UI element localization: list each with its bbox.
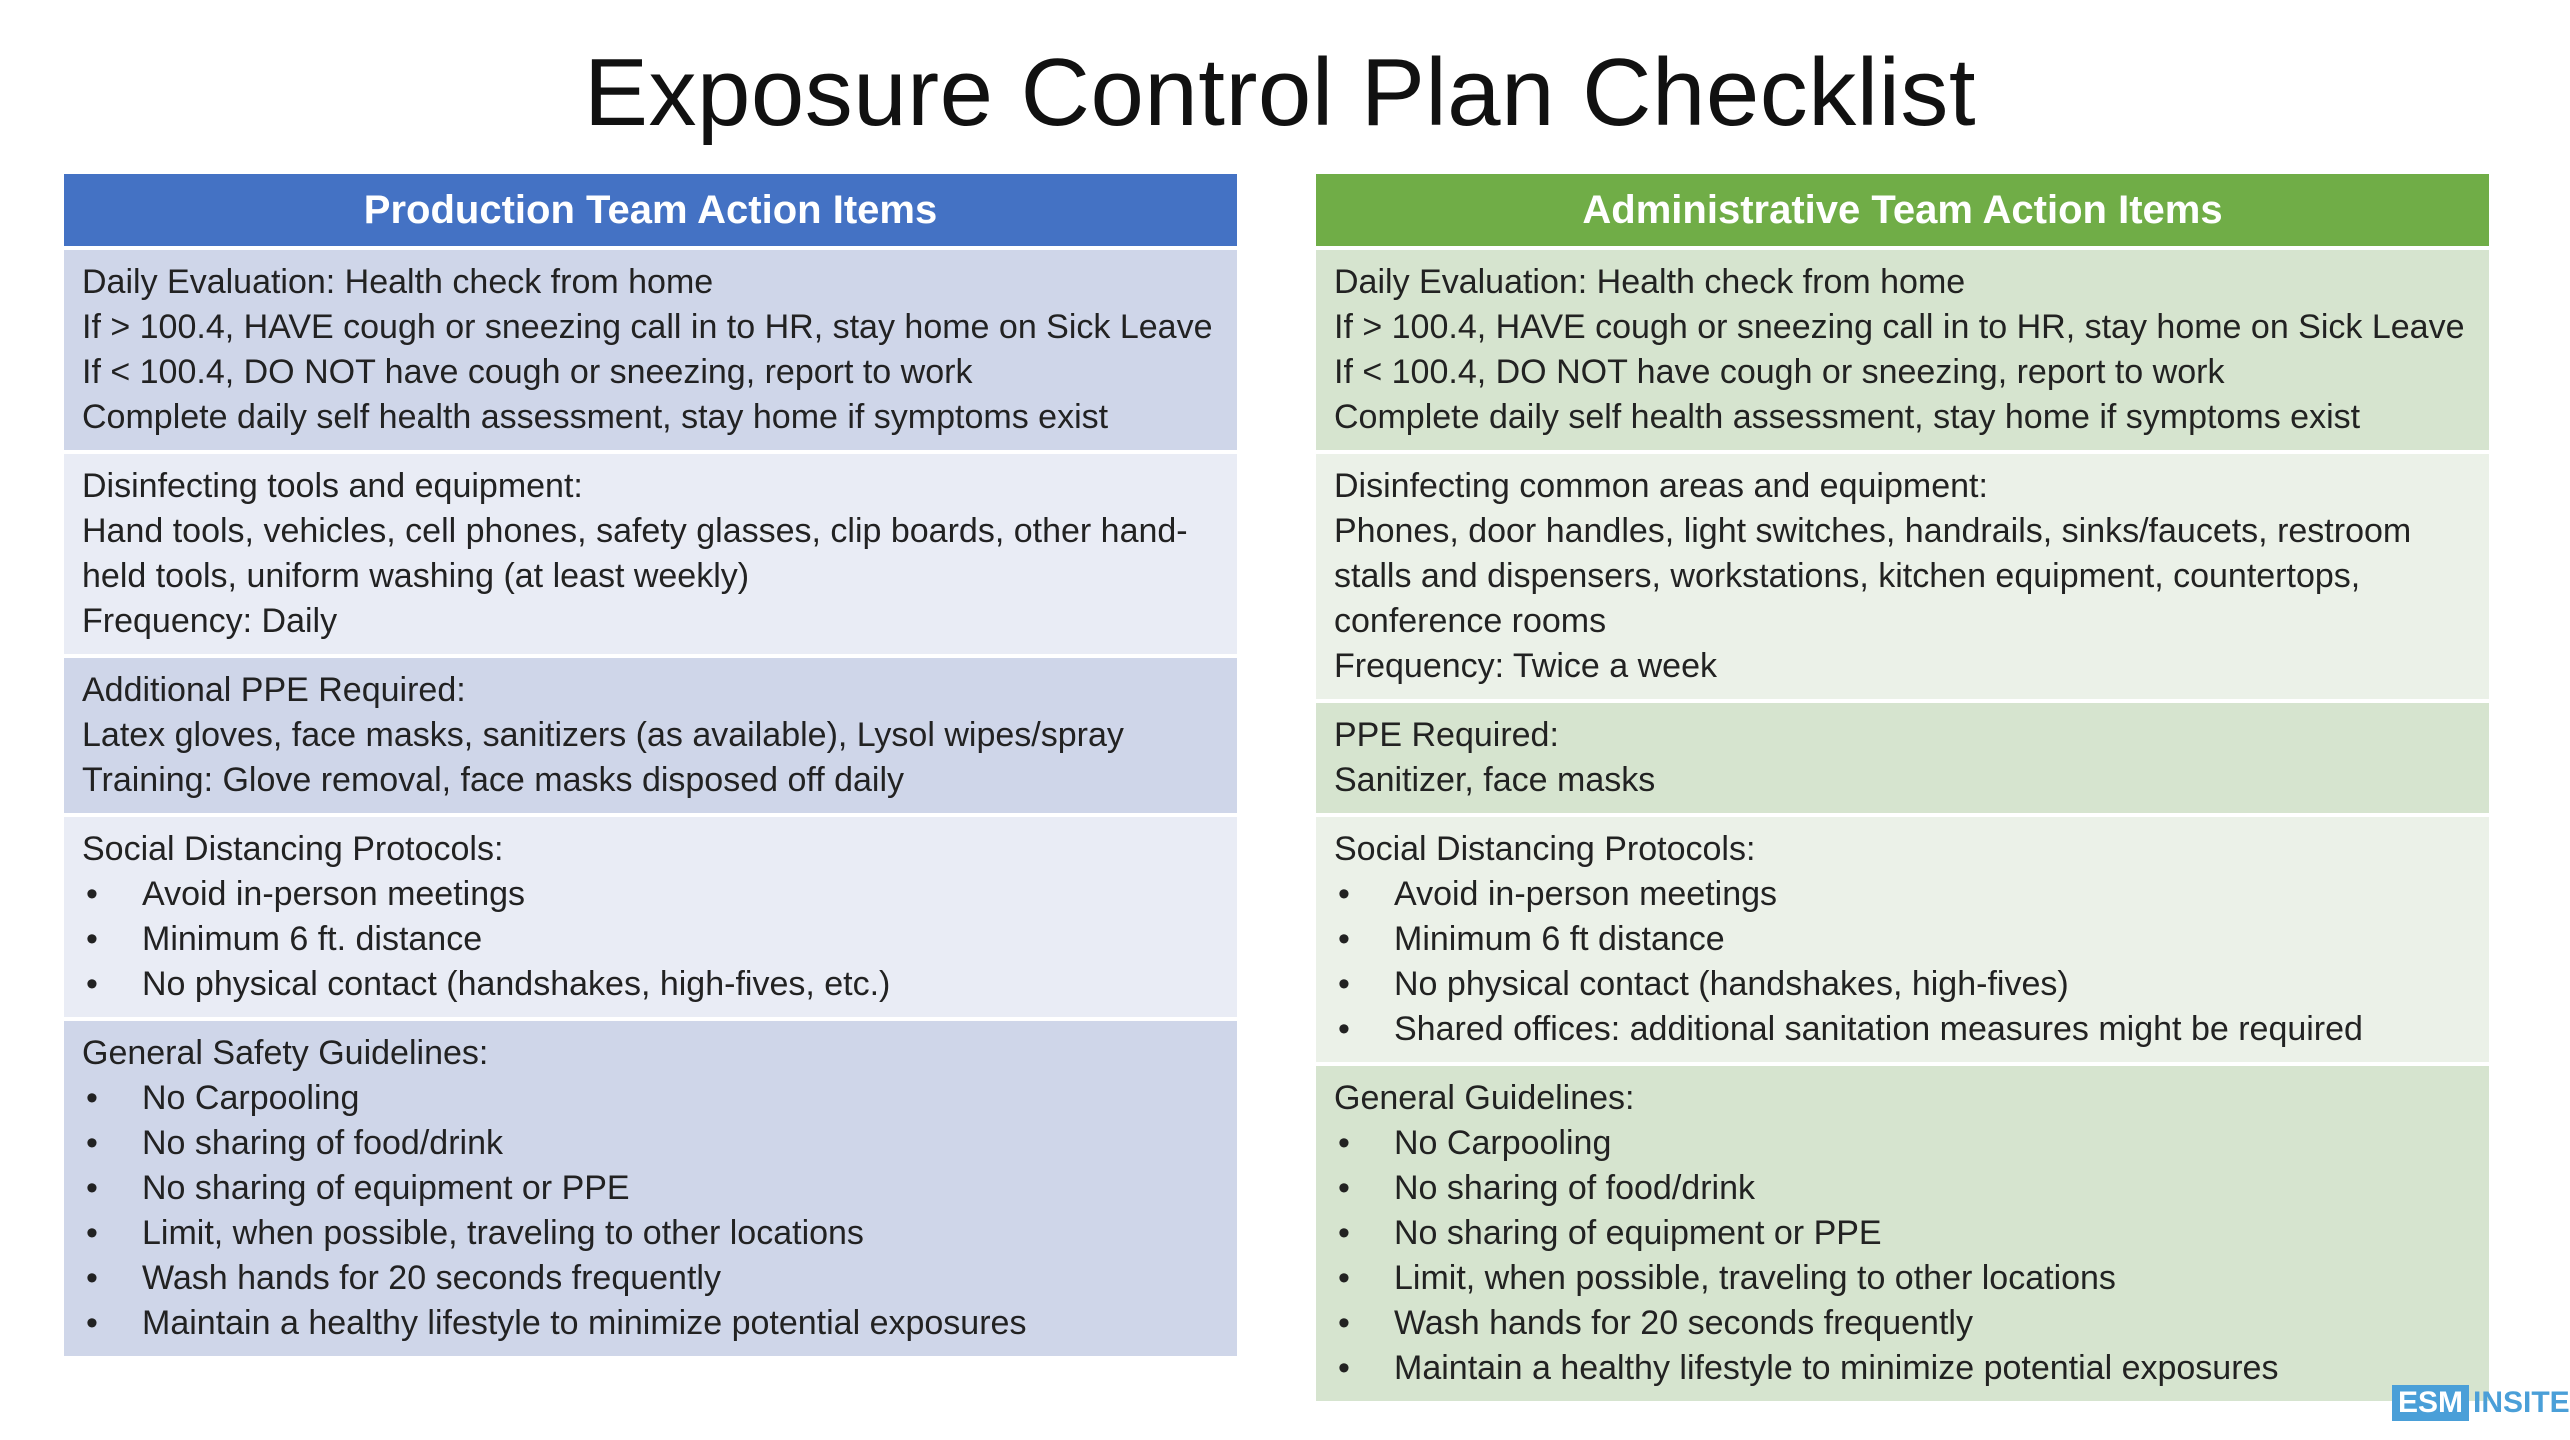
bullet-icon: • — [86, 1169, 98, 1207]
section-heading: Disinfecting common areas and equipment: — [1334, 467, 1988, 505]
general-list — [1334, 1121, 2471, 1391]
daily-line: If > 100.4, HAVE cough or sneezing call in to HR, stay home on Sick Leave — [1334, 308, 2465, 346]
production-social-section — [64, 817, 1237, 1017]
administrative-panel — [1316, 174, 2489, 1405]
bullet-icon: • — [1338, 1124, 1350, 1162]
bullet-icon: • — [86, 875, 98, 913]
list-item: • No Carpooling — [1334, 1121, 2471, 1166]
daily-line: Daily Evaluation: Health check from home — [1334, 263, 1966, 301]
daily-line: Daily Evaluation: Health check from home — [82, 263, 714, 301]
administrative-social-section — [1316, 817, 2489, 1062]
bullet-icon: • — [86, 1124, 98, 1162]
list-item: • No sharing of equipment or PPE — [1334, 1211, 2471, 1256]
administrative-general-section — [1316, 1066, 2489, 1401]
page-title: Exposure Control Plan Checklist — [583, 39, 1977, 146]
section-heading: General Guidelines: — [1334, 1079, 1635, 1117]
list-item: • No sharing of food/drink — [82, 1121, 1219, 1166]
ppe-line: Latex gloves, face masks, sanitizers (as available), Lysol wipes/spray — [82, 716, 1124, 754]
list-item: • No sharing of food/drink — [1334, 1166, 2471, 1211]
section-heading: PPE Required: — [1334, 716, 1559, 754]
list-item: • Maintain a healthy lifestyle to minimize potential exposures — [1334, 1346, 2471, 1391]
list-item: • No sharing of equipment or PPE — [82, 1166, 1219, 1211]
section-heading: Social Distancing Protocols: — [1334, 830, 1756, 868]
logo-insite: INSITE — [2473, 1386, 2570, 1419]
bullet-icon: • — [86, 1079, 98, 1117]
bullet-icon: • — [86, 920, 98, 958]
disinfecting-frequency: Frequency: Daily — [82, 602, 338, 640]
production-ppe-section — [64, 658, 1237, 813]
section-heading: General Safety Guidelines: — [82, 1034, 489, 1072]
production-disinfecting-section — [64, 454, 1237, 654]
list-item: • Wash hands for 20 seconds frequently — [82, 1256, 1219, 1301]
bullet-icon: • — [1338, 1349, 1350, 1387]
bullet-icon: • — [1338, 1304, 1350, 1342]
list-item: • Limit, when possible, traveling to other locations — [82, 1211, 1219, 1256]
list-item: • No physical contact (handshakes, high-fives) — [1334, 962, 2471, 1007]
ppe-line: Sanitizer, face masks — [1334, 761, 1656, 799]
bullet-icon: • — [86, 1214, 98, 1252]
disinfecting-frequency: Frequency: Twice a week — [1334, 647, 1717, 685]
list-item: • Maintain a healthy lifestyle to minimize potential exposures — [82, 1301, 1219, 1346]
section-heading: Disinfecting tools and equipment: — [82, 467, 583, 505]
list-item: • Minimum 6 ft distance — [1334, 917, 2471, 962]
production-daily-section — [64, 250, 1237, 450]
bullet-icon: • — [1338, 965, 1350, 1003]
production-general-section — [64, 1021, 1237, 1356]
list-item: • Avoid in-person meetings — [1334, 872, 2471, 917]
bullet-icon: • — [86, 1259, 98, 1297]
section-heading: Social Distancing Protocols: — [82, 830, 504, 868]
bullet-icon: • — [1338, 875, 1350, 913]
list-item: • Limit, when possible, traveling to other locations — [1334, 1256, 2471, 1301]
production-header: Production Team Action Items — [64, 174, 1237, 246]
bullet-icon: • — [1338, 1259, 1350, 1297]
production-panel — [64, 174, 1237, 1360]
daily-line: Complete daily self health assessment, stay home if symptoms exist — [1334, 398, 2361, 436]
bullet-icon: • — [86, 965, 98, 1003]
administrative-header: Administrative Team Action Items — [1316, 174, 2489, 246]
list-item: • Minimum 6 ft. distance — [82, 917, 1219, 962]
esm-insite-logo — [2392, 1385, 2570, 1421]
social-list — [1334, 872, 2471, 1052]
bullet-icon: • — [86, 1304, 98, 1342]
daily-line: If < 100.4, DO NOT have cough or sneezing, report to work — [1334, 353, 2225, 391]
bullet-icon: • — [1338, 920, 1350, 958]
list-item: • No Carpooling — [82, 1076, 1219, 1121]
list-item: • Shared offices: additional sanitation measures might be required — [1334, 1007, 2471, 1052]
bullet-icon: • — [1338, 1214, 1350, 1252]
bullet-icon: • — [1338, 1010, 1350, 1048]
list-item: • Avoid in-person meetings — [82, 872, 1219, 917]
ppe-line: Training: Glove removal, face masks disposed off daily — [82, 761, 905, 799]
daily-line: Complete daily self health assessment, stay home if symptoms exist — [82, 398, 1109, 436]
section-heading: Additional PPE Required: — [82, 671, 466, 709]
list-item: • Wash hands for 20 seconds frequently — [1334, 1301, 2471, 1346]
logo-esm: ESM — [2392, 1385, 2469, 1421]
disinfecting-body: Hand tools, vehicles, cell phones, safety glasses, clip boards, other hand-held tools, uniform washing (at least weekly) — [82, 512, 1188, 595]
daily-line: If > 100.4, HAVE cough or sneezing call in to HR, stay home on Sick Leave — [82, 308, 1213, 346]
social-list — [82, 872, 1219, 1007]
disinfecting-body: Phones, door handles, light switches, handrails, sinks/faucets, restroom stalls and dispensers, workstations, kitchen equipment, countertops, conference rooms — [1334, 512, 2412, 640]
general-list — [82, 1076, 1219, 1346]
administrative-daily-section — [1316, 250, 2489, 450]
administrative-ppe-section — [1316, 703, 2489, 813]
administrative-disinfecting-section — [1316, 454, 2489, 699]
bullet-icon: • — [1338, 1169, 1350, 1207]
list-item: • No physical contact (handshakes, high-fives, etc.) — [82, 962, 1219, 1007]
daily-line: If < 100.4, DO NOT have cough or sneezing, report to work — [82, 353, 973, 391]
